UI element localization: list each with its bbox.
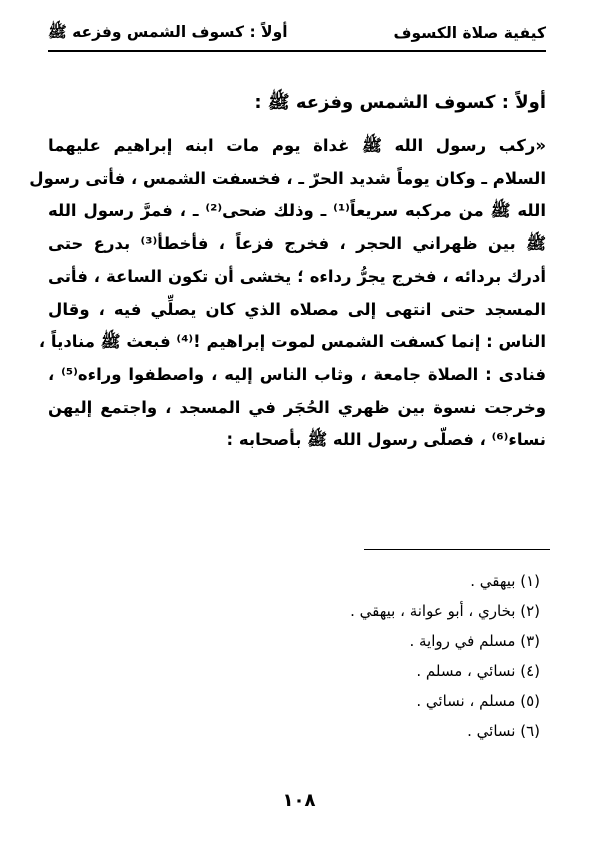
paragraph-line: المسجد حتى انتهى إلى مصلاه الذي كان يصلِّي فيه ، وقال xyxy=(48,299,546,319)
paragraph-line: أدرك بردائه ، فخرج يجرُّ رداءه ؛ يخشى أن تكون الساعة ، فأتى xyxy=(48,266,546,286)
paragraph-line: نساء⁽⁶⁾ ، فصلّى رسول الله ﷺ بأصحابه : xyxy=(226,430,546,450)
running-header xyxy=(48,16,546,52)
paragraph-line: السلام ـ وكان يوماً شديد الحرّ ـ ، فخسفت الشمس ، فأتى رسول xyxy=(29,168,546,188)
paragraph-line: وخرجت نسوة بين ظهري الحُجَر في المسجد ، واجتمع إليهن xyxy=(48,397,546,417)
paragraph-line: فنادى : الصلاة جامعة ، وثاب الناس إليه ، واصطفوا وراءه⁽⁵⁾ ، xyxy=(48,364,546,384)
footnote-item: (٦) نسائي . xyxy=(467,722,540,740)
footnote-item: (٥) مسلم ، نسائي . xyxy=(416,692,540,710)
hadith-paragraph xyxy=(29,130,546,457)
paragraph-line: الله ﷺ من مركبه سريعاً⁽¹⁾ ـ وذلك ضحى⁽²⁾ ـ ، فمرَّ رسول الله xyxy=(48,201,546,221)
main-text xyxy=(29,88,546,457)
footnotes-list xyxy=(48,566,546,746)
paragraph-line: ﷺ بين ظهراني الحجر ، فخرج فزعاً ، فأخطأ⁽³⁾ بدرع حتى xyxy=(48,234,546,254)
paragraph-line: «ركب رسول الله ﷺ غداة يوم مات ابنه إبراهيم عليهما xyxy=(48,136,546,155)
footnote-item: (١) بيهقي . xyxy=(470,572,540,590)
footnote-item: (٢) بخاري ، أبو عوانة ، بيهقي . xyxy=(350,602,540,620)
paragraph-line: الناس : إنما كسفت الشمس لموت إبراهيم !⁽⁴⁾ فبعث ﷺ منادياً ، xyxy=(38,332,546,352)
footnote-divider xyxy=(364,549,550,550)
footnote-item: (٤) نسائي ، مسلم . xyxy=(416,662,540,680)
footnote-item: (٣) مسلم في رواية . xyxy=(409,632,540,650)
page-number: ١٠٨ xyxy=(282,790,316,811)
section-heading: أولاً : كسوف الشمس وفزعه ﷺ : xyxy=(254,92,546,113)
header-section-title: أولاً : كسوف الشمس وفزعه ﷺ xyxy=(48,22,288,41)
header-chapter-title: كيفية صلاة الكسوف xyxy=(393,24,546,42)
